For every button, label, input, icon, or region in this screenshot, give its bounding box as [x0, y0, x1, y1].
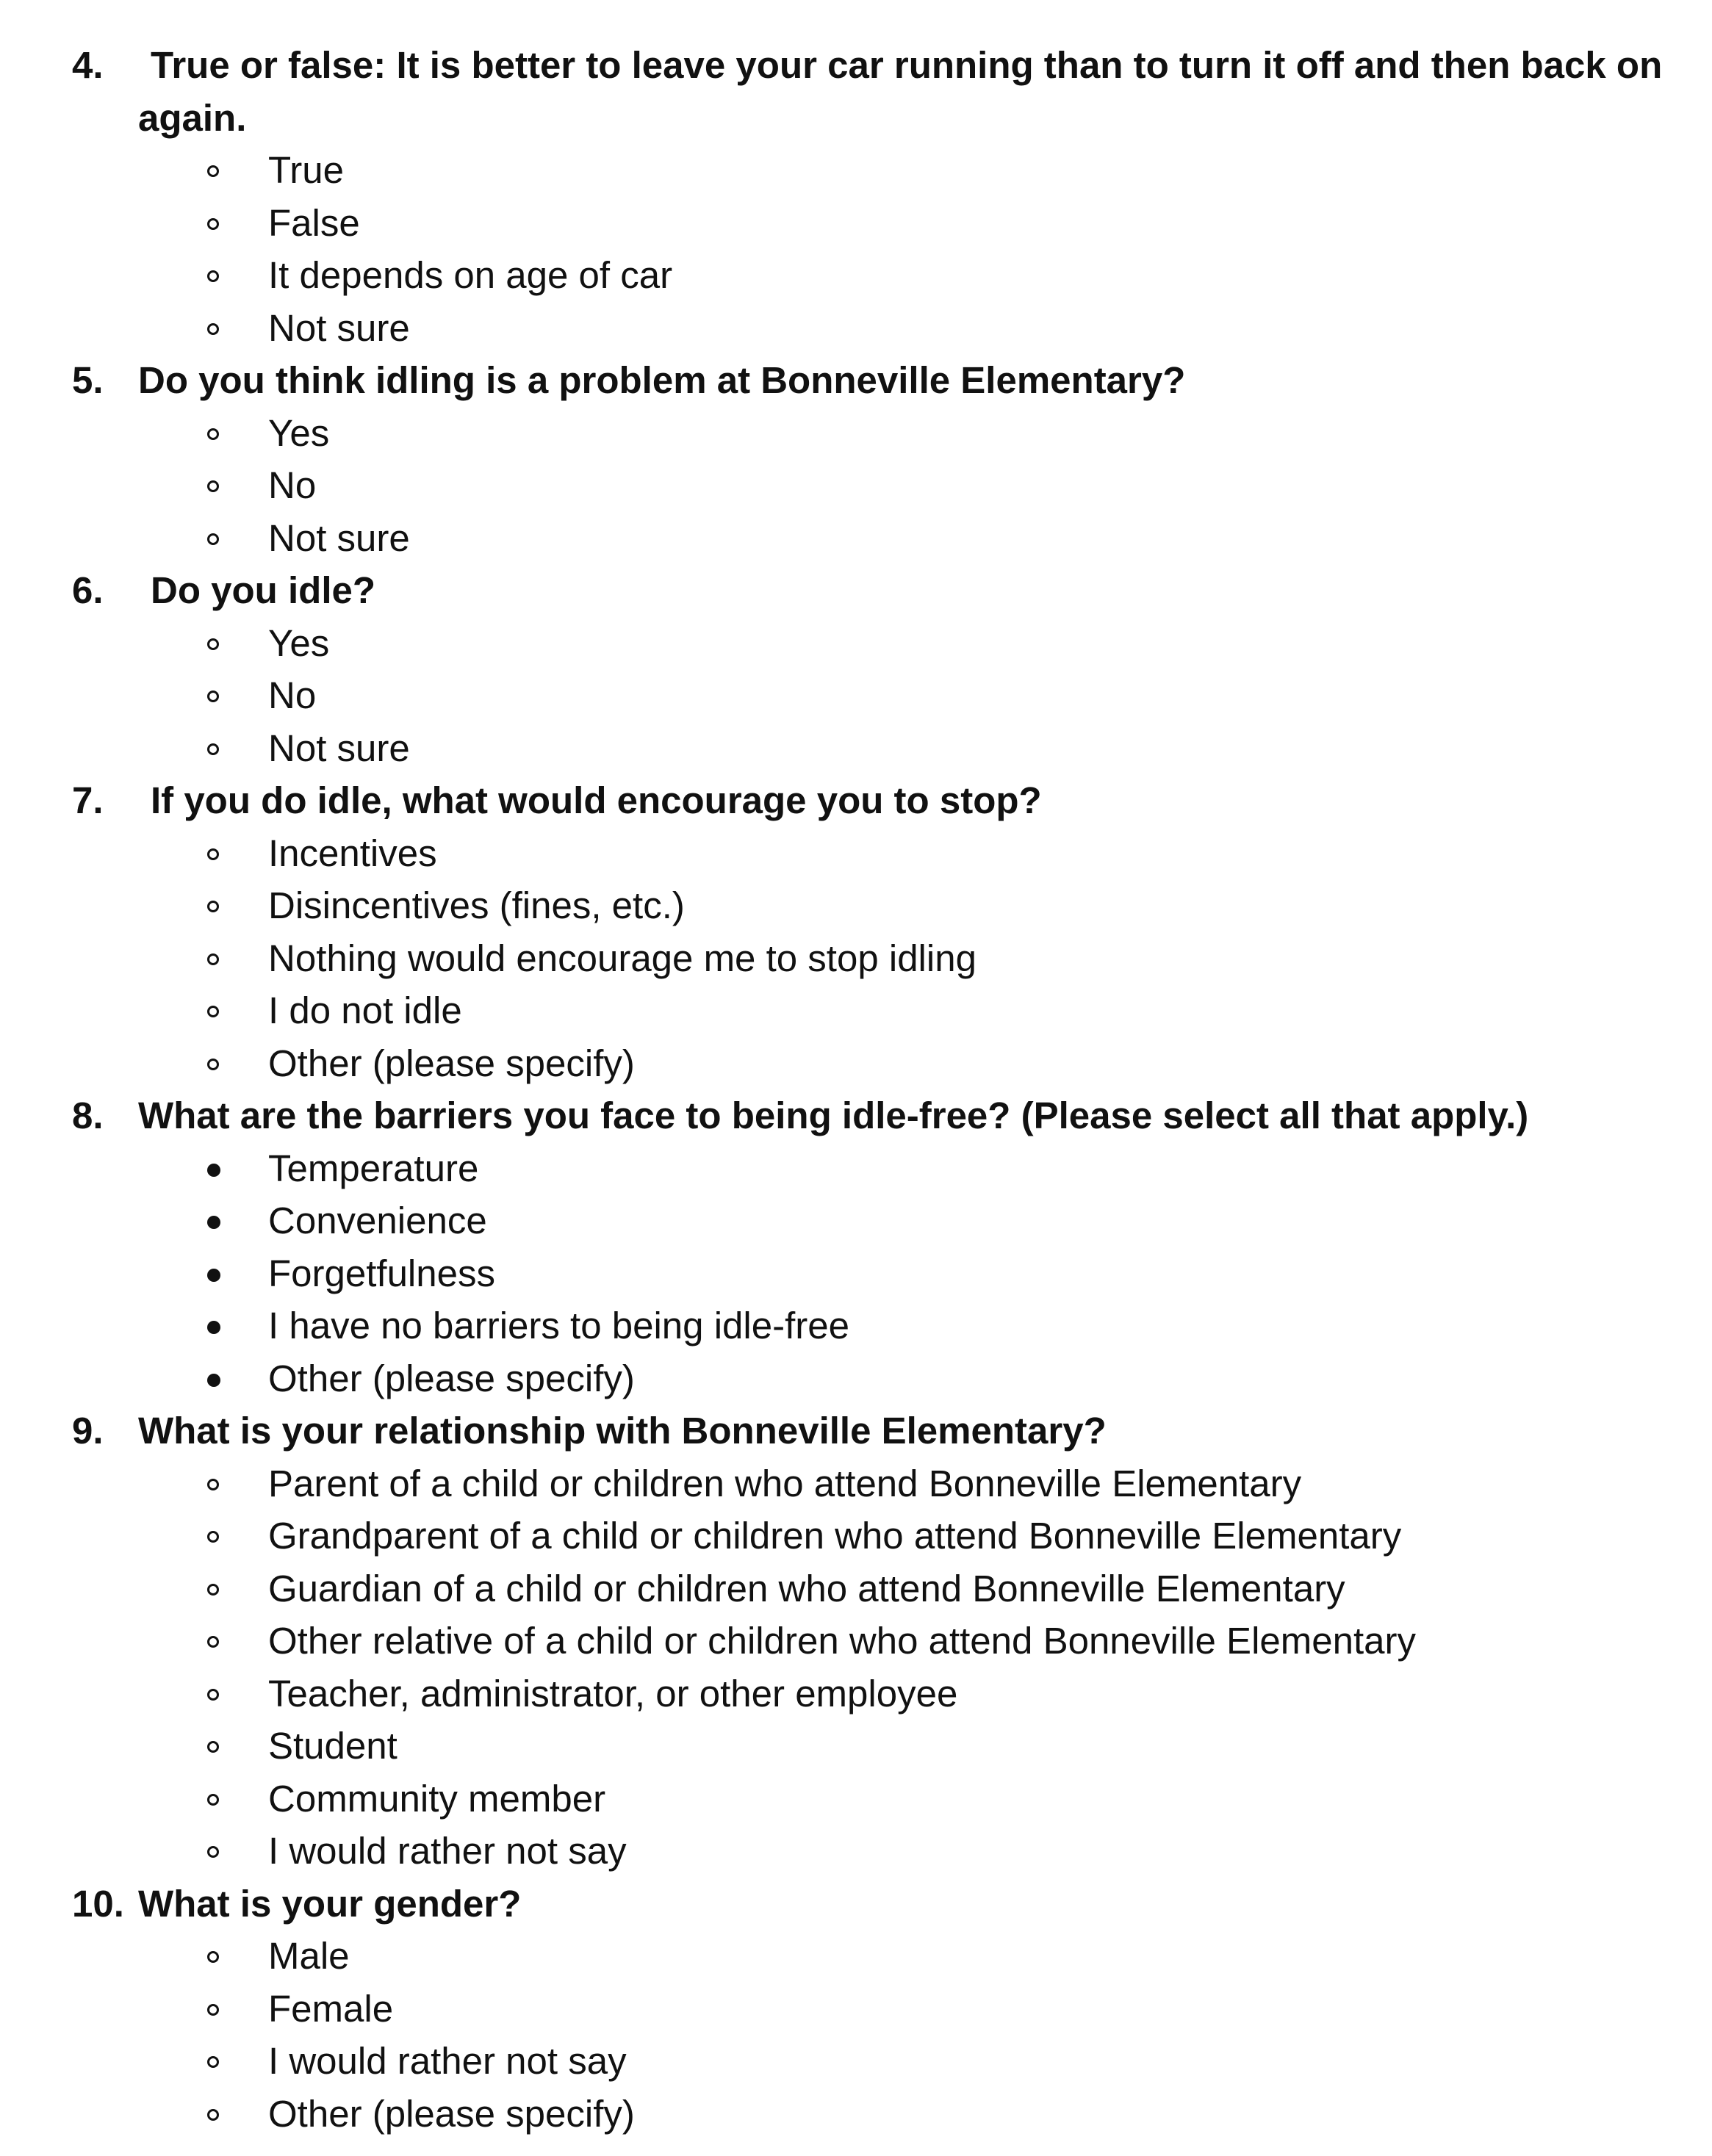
option-label: Yes	[268, 411, 330, 454]
option-item[interactable]	[0, 512, 1712, 565]
question-7	[0, 774, 1712, 1089]
option-item[interactable]	[0, 1930, 1712, 1983]
question-text: Do you idle?	[151, 569, 375, 611]
radio-circle-icon[interactable]	[204, 1930, 226, 1983]
radio-circle-icon[interactable]	[204, 1825, 226, 1878]
radio-circle-icon[interactable]	[204, 302, 226, 355]
option-item[interactable]	[0, 197, 1712, 250]
option-item[interactable]	[0, 1352, 1712, 1405]
option-item[interactable]	[0, 1510, 1712, 1562]
radio-circle-icon[interactable]	[204, 669, 226, 722]
question-number: 7.	[72, 779, 104, 821]
option-label: Student	[268, 1725, 398, 1767]
question-heading	[0, 39, 1712, 144]
question-text: What is your gender?	[138, 1882, 522, 1925]
question-heading	[0, 774, 1712, 827]
option-label: Not sure	[268, 516, 410, 559]
option-label: Other (please specify)	[268, 1042, 635, 1084]
option-label: Other (please specify)	[268, 2092, 635, 2135]
option-item[interactable]	[0, 1562, 1712, 1615]
option-label: Temperature	[268, 1147, 479, 1189]
option-item[interactable]	[0, 1720, 1712, 1773]
option-item[interactable]	[0, 1194, 1712, 1247]
radio-circle-icon[interactable]	[204, 1720, 226, 1773]
radio-circle-icon[interactable]	[204, 1983, 226, 2036]
option-item[interactable]	[0, 144, 1712, 197]
option-label: No	[268, 674, 317, 716]
option-label: Forgetfulness	[268, 1252, 495, 1294]
option-item[interactable]	[0, 459, 1712, 512]
radio-circle-icon[interactable]	[204, 249, 226, 302]
option-item[interactable]	[0, 2088, 1712, 2141]
question-number: 5.	[72, 359, 104, 401]
question-10	[0, 1878, 1712, 2141]
option-label: Convenience	[268, 1200, 487, 1241]
option-label: Teacher, administrator, or other employee	[268, 1672, 958, 1715]
option-item[interactable]	[0, 1668, 1712, 1720]
question-number: 6.	[72, 569, 104, 611]
bullet-icon[interactable]	[204, 1299, 226, 1352]
question-heading	[0, 1405, 1712, 1457]
bullet-icon[interactable]	[204, 1194, 226, 1247]
option-label: I would rather not say	[268, 2040, 627, 2082]
question-number: 9.	[72, 1410, 104, 1452]
radio-circle-icon[interactable]	[204, 932, 226, 985]
option-item[interactable]	[0, 1457, 1712, 1510]
option-label: Disincentives (fines, etc.)	[268, 884, 685, 926]
option-item[interactable]	[0, 1037, 1712, 1090]
question-number: 10.	[72, 1882, 124, 1925]
question-4	[0, 39, 1712, 354]
option-label: Nothing would encourage me to stop idling	[268, 937, 977, 979]
question-6	[0, 564, 1712, 774]
radio-circle-icon[interactable]	[204, 1037, 226, 1090]
radio-circle-icon[interactable]	[204, 197, 226, 250]
radio-circle-icon[interactable]	[204, 1773, 226, 1825]
option-label: I do not idle	[268, 989, 462, 1031]
option-label: Not sure	[268, 306, 410, 349]
radio-circle-icon[interactable]	[204, 407, 226, 460]
radio-circle-icon[interactable]	[204, 617, 226, 670]
option-label: I have no barriers to being idle-free	[268, 1305, 849, 1346]
question-8	[0, 1089, 1712, 1405]
option-label: Female	[268, 1987, 394, 2030]
radio-circle-icon[interactable]	[204, 827, 226, 880]
question-5	[0, 354, 1712, 564]
option-item[interactable]	[0, 1615, 1712, 1668]
question-9	[0, 1405, 1712, 1878]
option-item[interactable]	[0, 879, 1712, 932]
radio-circle-icon[interactable]	[204, 2035, 226, 2088]
option-label: Other (please specify)	[268, 1357, 635, 1399]
question-text: True or false: It is better to leave your car running than to turn it off and then back on again.	[138, 44, 1663, 139]
question-heading	[0, 1878, 1712, 1930]
option-label: Parent of a child or children who attend Bonneville Elementary	[268, 1462, 1302, 1504]
question-text: What is your relationship with Bonneville Elementary?	[138, 1410, 1107, 1452]
option-label: No	[268, 464, 317, 506]
radio-circle-icon[interactable]	[204, 722, 226, 775]
question-heading	[0, 354, 1712, 407]
option-label: Not sure	[268, 727, 410, 769]
option-label: Other relative of a child or children who attend Bonneville Elementary	[268, 1620, 1416, 1662]
option-item[interactable]	[0, 984, 1712, 1037]
radio-circle-icon[interactable]	[204, 1668, 226, 1720]
option-item[interactable]	[0, 302, 1712, 355]
option-item[interactable]	[0, 617, 1712, 670]
bullet-icon[interactable]	[204, 1352, 226, 1405]
radio-circle-icon[interactable]	[204, 459, 226, 512]
option-label: I would rather not say	[268, 1830, 627, 1872]
question-text: What are the barriers you face to being idle-free? (Please select all that apply.)	[138, 1095, 1529, 1136]
option-label: Community member	[268, 1777, 606, 1820]
radio-circle-icon[interactable]	[204, 879, 226, 932]
radio-circle-icon[interactable]	[204, 1615, 226, 1668]
radio-circle-icon[interactable]	[204, 2088, 226, 2141]
option-label: Grandparent of a child or children who attend Bonneville Elementary	[268, 1515, 1402, 1557]
radio-circle-icon[interactable]	[204, 1562, 226, 1615]
option-item[interactable]	[0, 2035, 1712, 2088]
radio-circle-icon[interactable]	[204, 144, 226, 197]
radio-circle-icon[interactable]	[204, 984, 226, 1037]
option-label: False	[268, 201, 360, 244]
option-item[interactable]	[0, 1983, 1712, 2036]
option-item[interactable]	[0, 407, 1712, 460]
option-label: Yes	[268, 621, 330, 664]
option-item[interactable]	[0, 1299, 1712, 1352]
bullet-icon[interactable]	[204, 1247, 226, 1300]
question-number: 8.	[72, 1095, 104, 1136]
option-item[interactable]	[0, 722, 1712, 775]
option-item[interactable]	[0, 1247, 1712, 1300]
option-label: Incentives	[268, 832, 437, 874]
option-item[interactable]	[0, 669, 1712, 722]
option-item[interactable]	[0, 1825, 1712, 1878]
radio-circle-icon[interactable]	[204, 512, 226, 565]
question-heading	[0, 1089, 1712, 1142]
option-item[interactable]	[0, 827, 1712, 880]
question-text: Do you think idling is a problem at Bonneville Elementary?	[138, 359, 1186, 401]
option-label: True	[268, 149, 344, 191]
question-text: If you do idle, what would encourage you to stop?	[151, 779, 1042, 821]
option-item[interactable]	[0, 1142, 1712, 1195]
option-item[interactable]	[0, 932, 1712, 985]
bullet-icon[interactable]	[204, 1142, 226, 1195]
radio-circle-icon[interactable]	[204, 1457, 226, 1510]
option-item[interactable]	[0, 1773, 1712, 1825]
option-label: It depends on age of car	[268, 254, 673, 296]
option-label: Guardian of a child or children who attend Bonneville Elementary	[268, 1567, 1345, 1609]
option-label: Male	[268, 1935, 350, 1977]
question-number: 4.	[72, 44, 104, 86]
option-item[interactable]	[0, 249, 1712, 302]
question-heading	[0, 564, 1712, 617]
radio-circle-icon[interactable]	[204, 1510, 226, 1562]
